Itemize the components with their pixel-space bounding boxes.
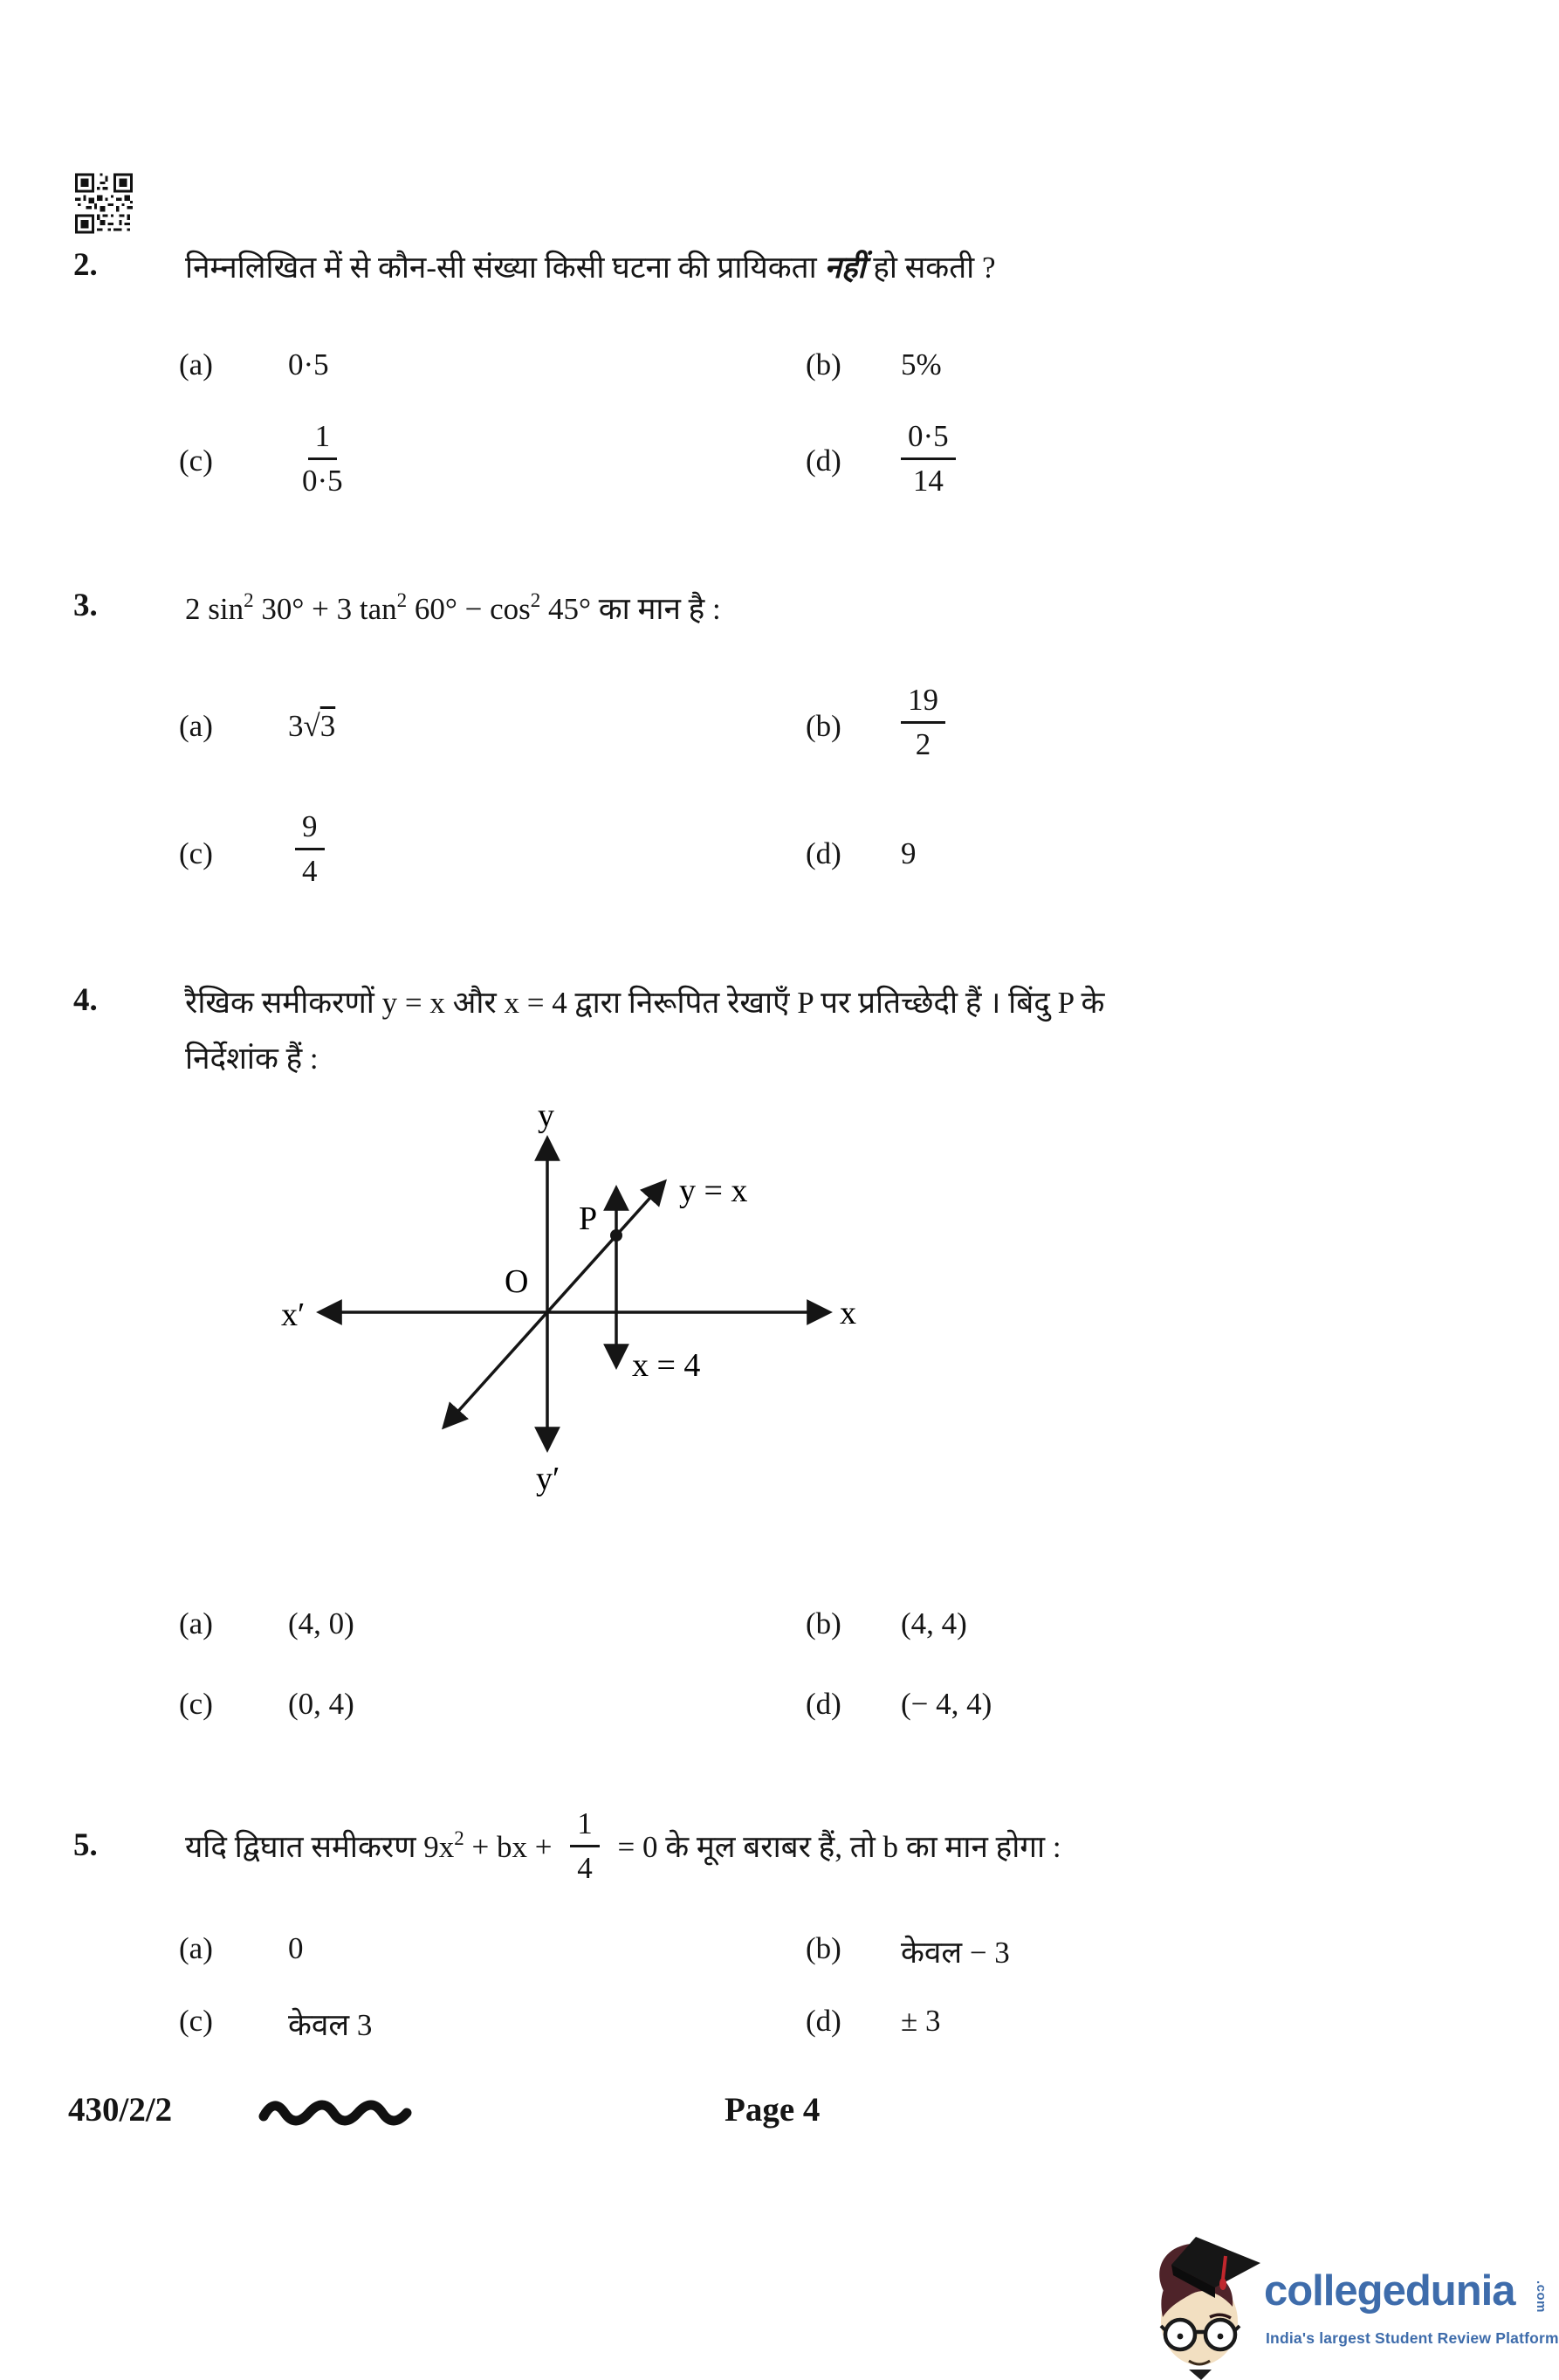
q3-option-b-value: [901, 681, 945, 764]
q3-text: [185, 585, 721, 633]
origin-label: O: [505, 1263, 529, 1300]
q2-option-b-label: (b): [806, 347, 841, 382]
q3-exponent-2: 2: [396, 589, 408, 611]
q3-option-c-numerator: 9: [295, 808, 325, 850]
point-p-label: P: [579, 1200, 598, 1237]
q3-number: 3.: [73, 588, 98, 623]
q3-math-1: 2 sin: [185, 592, 244, 626]
footer-squiggle-mark: [255, 2094, 429, 2136]
squiggle-icon: [255, 2094, 429, 2132]
q2-option-b-value: 5%: [901, 347, 942, 382]
q2-option-a-label: (a): [179, 347, 213, 382]
q5-fraction: [570, 1805, 600, 1888]
q2-text-after: हो सकती ?: [865, 251, 996, 285]
q2-option-c-denominator: 0·5: [302, 463, 343, 498]
q2-option-d-label: (d): [806, 444, 841, 478]
q2-text: [185, 244, 996, 292]
q4-option-c-label: (c): [179, 1687, 213, 1721]
q3-option-d-value: 9: [901, 836, 917, 870]
q5-math-2: + bx +: [464, 1829, 560, 1864]
q3-option-c-denominator: 4: [302, 853, 318, 888]
footer-page-number: Page 4: [725, 2091, 821, 2129]
q5-text: [185, 1797, 1061, 1895]
q4-number: 4.: [73, 982, 98, 1018]
q5-option-c-value: केवल 3: [288, 2008, 373, 2042]
q5-option-d-value: ± 3: [901, 2004, 941, 2038]
q3-option-b-label: (b): [806, 709, 841, 743]
q5-option-b-value: केवल − 3: [901, 1936, 1010, 1970]
collegedunia-mascot-icon: [1145, 2232, 1262, 2380]
q5-math-1: यदि द्विघात समीकरण 9x: [185, 1829, 455, 1864]
q5-fraction-denominator: 4: [577, 1850, 593, 1885]
q3-math-3: 60° − cos: [407, 592, 531, 626]
q5-option-b-label: (b): [806, 1931, 841, 1965]
q5-option-d-label: (d): [806, 2004, 841, 2038]
line-y-equals-x-label: y = x: [679, 1173, 748, 1209]
q4-option-b-value: (4, 4): [901, 1606, 967, 1641]
q2-option-d-numerator: 0·5: [901, 417, 956, 460]
q5-option-c-label: (c): [179, 2004, 213, 2038]
q2-number: 2.: [73, 247, 98, 283]
q4-option-d-label: (d): [806, 1687, 841, 1721]
q2-text-before: निम्नलिखित में से कौन-सी संख्या किसी घटना की प्रायिकता: [185, 251, 825, 285]
q5-text-part2: = 0 के मूल बराबर हैं, तो b का मान होगा :: [609, 1829, 1061, 1864]
q3-option-a-pre: 3√: [288, 709, 320, 743]
q2-option-c-value: [295, 417, 350, 500]
q4-option-a-value: (4, 0): [288, 1606, 354, 1641]
q4-text-line2: निर्देशांक हैं :: [185, 1042, 319, 1076]
q4-option-d-value: (− 4, 4): [901, 1687, 992, 1721]
q3-option-b-numerator: 19: [901, 681, 945, 724]
q5-option-a-label: (a): [179, 1931, 213, 1965]
q3-option-c-value: [295, 808, 325, 891]
q2-text-emphasis: नहीं: [824, 251, 866, 285]
qr-code-image: [75, 173, 133, 234]
q3-option-a-value: [288, 709, 335, 744]
y-axis-bottom-label: y′: [536, 1461, 560, 1497]
q2-option-c-numerator: 1: [308, 417, 338, 460]
q5-option-a-value: 0: [288, 1931, 304, 1965]
line-y-equals-x: [445, 1183, 663, 1426]
q4-coordinate-diagram: [262, 1098, 890, 1500]
footer-paper-code: 430/2/2: [68, 2091, 173, 2129]
collegedunia-logo: [1145, 2232, 1559, 2380]
q2-option-d-denominator: 14: [912, 463, 944, 498]
collegedunia-tagline: India's largest Student Review Platform: [1266, 2329, 1559, 2347]
collegedunia-brand-text: collegedunia: [1264, 2267, 1515, 2315]
q3-option-a-radicand: 3: [319, 709, 336, 743]
collegedunia-domain-text: .com: [1534, 2280, 1549, 2314]
q3-exponent-1: 2: [244, 589, 254, 611]
q4-option-b-label: (b): [806, 1606, 841, 1641]
q3-math-2: 30° + 3 tan: [253, 592, 397, 626]
x-axis-right-label: x: [840, 1295, 856, 1331]
q3-math-4: 45°: [540, 592, 599, 626]
q3-exponent-3: 2: [530, 589, 541, 611]
y-axis-top-label: y: [538, 1098, 554, 1134]
q2-option-a-value: 0·5: [288, 347, 329, 382]
x-axis-left-label: x′: [281, 1297, 306, 1333]
q5-fraction-numerator: 1: [570, 1805, 600, 1847]
q4-text-line1: रैखिक समीकरणों y = x और x = 4 द्वारा निरूपित रेखाएँ P पर प्रतिच्छेदी हैं । बिंदु P के: [185, 986, 1105, 1020]
q3-option-c-label: (c): [179, 836, 213, 870]
coordinate-axes-figure: [262, 1098, 890, 1500]
qr-code: [75, 173, 133, 234]
q3-option-d-label: (d): [806, 836, 841, 870]
q2-option-d-value: [901, 417, 956, 500]
line-x-equals-4-label: x = 4: [632, 1347, 701, 1384]
q2-option-c-label: (c): [179, 444, 213, 478]
q5-exponent: 2: [454, 1826, 464, 1849]
q5-text-part1: [185, 1826, 560, 1867]
q4-option-c-value: (0, 4): [288, 1687, 354, 1721]
q5-number: 5.: [73, 1827, 98, 1863]
q3-option-b-denominator: 2: [915, 726, 931, 761]
q3-text-after: का मान है :: [598, 592, 721, 626]
q4-option-a-label: (a): [179, 1606, 213, 1641]
point-p-dot: [610, 1229, 622, 1242]
q3-option-a-label: (a): [179, 709, 213, 743]
